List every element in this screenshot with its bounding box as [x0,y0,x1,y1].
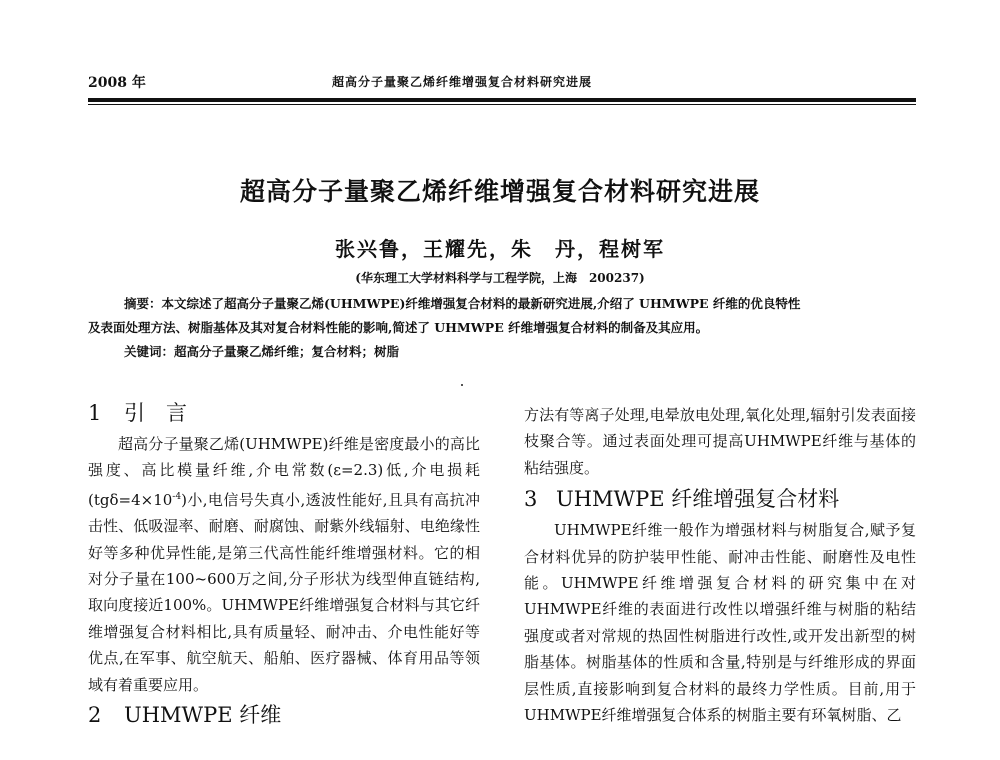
section-3-title: UHMWPE 纤维增强复合材料 [556,487,840,512]
keywords [124,342,399,360]
header-year: 2008 年 [88,75,146,91]
left-column [88,398,480,733]
paper-title: 超高分子量聚乙烯纤维增强复合材料研究进展 [239,177,760,206]
section-2-heading [88,700,480,730]
section-3-heading [524,483,916,515]
section-1-number: 1 [88,401,102,425]
section-2-continued-paragraph: 方法有等离子处理,电晕放电处理,氧化处理,辐射引发表面接枝聚合等。通过表面处理可提高UHMWPE纤维与基体的粘结强度。 [524,406,916,477]
running-header [88,72,916,94]
header-rule-thick [88,98,916,102]
section-2-title: UHMWPE 纤维 [124,703,282,728]
section-1-paragraph [88,431,480,698]
section-1-title: 引 言 [124,401,187,425]
para1-part-a: 超高分子量聚乙烯(UHMWPE)纤维是密度最小的高比强度、高比模量纤维,介电常数(ε=2.3)低,介电损耗(tgδ=4×10 [88,435,480,509]
header-running-title: 超高分子量聚乙烯纤维增强复合材料研究进展 [332,75,593,89]
keywords-label: 关键词： [124,344,175,359]
abstract-text-1: 本文综述了超高分子量聚乙烯(UHMWPE)纤维增强复合材料的最新研究进展,介绍了 UHMWPE 纤维的优良特性 [161,296,801,311]
keywords-text: 超高分子量聚乙烯纤维；复合材料；树脂 [174,344,400,359]
section-2-number: 2 [88,703,102,728]
abstract-line-2: 及表面处理方法、树脂基体及其对复合材料性能的影响,简述了 UHMWPE 纤维增强复合材料的制备及其应用。 [88,320,709,335]
para1-part-b: )小,电信号失真小,透波性能好,且具有高抗冲击性、低吸湿率、耐磨、耐腐蚀、耐紫外线辐射、电绝缘性好等多种优异性能,是第三代高性能纤维增强材料。它的相对分子量在100~600万之间,分子形状为线型伸直链结构,取向度接近100%。UHMWPE纤维增强复合材料与其它纤维增强复合材料相比,具有质量轻、耐冲击、介电性能好等优点,在军事、航空航天、船舶、医疗器械、体育用品等领域有着重要应用。 [88,490,480,694]
right-column [524,402,916,728]
abstract-line-1 [88,292,916,316]
section-3-paragraph: UHMWPE纤维一般作为增强材料与树脂复合,赋予复合材料优异的防护装甲性能、耐冲击性能、耐磨性及电性能。UHMWPE纤维增强复合材料的研究集中在对UHMWPE纤维的表面进行改性以增强纤维与树脂的粘结强度或者对常规的热固性树脂进行改性,或开发出新型的树脂基体。树脂基体的性质和含量,特别是与纤维形成的界面层性质,直接影响到复合材料的最终力学性质。目前,用于UHMWPE纤维增强复合体系的树脂主要有环氧树脂、乙 [524,521,916,725]
section-1-heading [88,398,480,428]
paper-authors: 张兴鲁，王耀先，朱 丹，程树军 [335,237,665,261]
paper-affiliation: (华东理工大学材料科学与工程学院，上海 200237) [355,271,645,285]
section-3-number: 3 [524,487,538,512]
para1-superscript: -4 [172,491,182,502]
abstract-label: 摘要： [124,296,162,311]
header-rule-thin [88,104,916,105]
abstract [88,292,916,340]
separator-dot [461,384,463,386]
